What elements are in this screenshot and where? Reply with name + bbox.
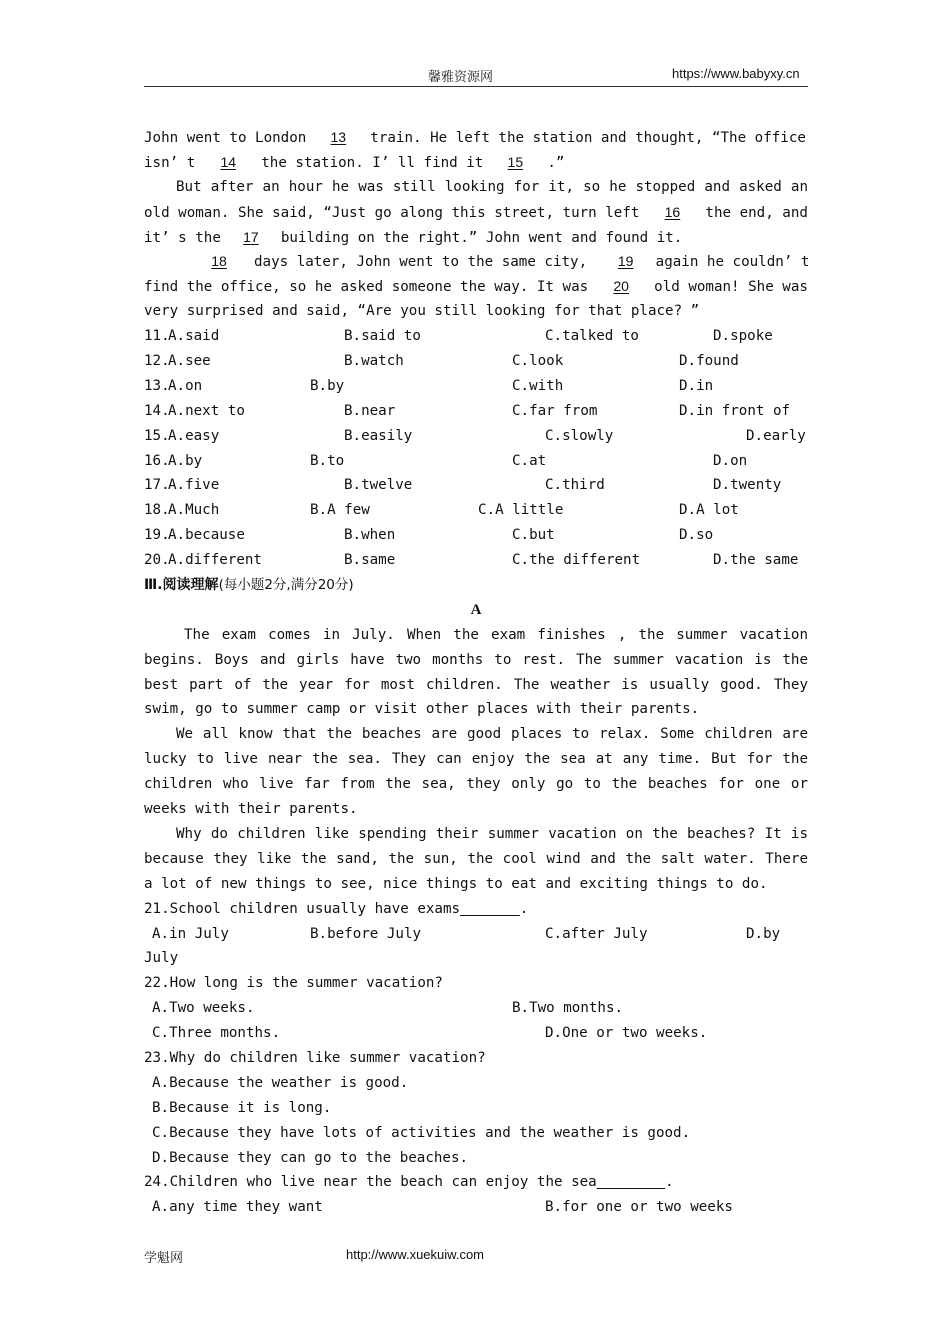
passage-line [144,225,808,250]
option-a: A.Much [168,502,220,519]
reading-line: Why do children like spending their summer vacation on the beaches? It is [176,825,808,842]
option-b: B.same [344,552,396,569]
section-heading [144,573,808,598]
passage-text: it’ s the [144,229,221,246]
reading-line: lucky to live near the sea. They can enjoy the sea at any time. But for the [144,751,808,768]
blank-18: 18 [211,253,227,270]
option-b: B.to [310,452,345,469]
question-number: 12. [144,353,170,370]
question-text: 24.Children who live near the beach can enjoy the sea [144,1174,597,1191]
question-number: 20. [144,552,170,569]
question-number: 15. [144,427,170,444]
passage-text: John went to London [144,130,307,146]
blank-15: 15 [507,153,524,170]
option-c: C.at [512,452,547,469]
option-row-13 [144,374,808,399]
question-22-options [144,996,808,1021]
passage-text: .” [547,154,565,171]
passage-text: old woman. She said, “Just go along this street, turn left [144,204,640,221]
option-c: C.after July [545,925,648,942]
section-note: (每小题2分,满分20分) [218,577,354,594]
passage-line [144,125,808,150]
option-d: D.early [746,427,806,444]
option-d: D.in front of [679,402,791,419]
blank-17: 17 [243,228,259,245]
option-a: A.see [168,353,211,370]
option-c: C.slowly [545,427,614,444]
passage-line [144,200,808,225]
blank-13: 13 [330,129,347,145]
option-d: D.by [746,925,781,942]
reading-line: begins. Boys and girls have two months to rest. The summer vacation is the [144,651,808,668]
option-b: B.Because it is long. [152,1099,332,1116]
question-number: 17. [144,477,170,494]
option-a: A.in July [152,925,229,942]
reading-line: We all know that the beaches are good places to relax. Some children are [176,726,808,743]
passage-text: train. He left the station and thought, “The office [370,130,806,146]
reading-line: children who live far from the sea, they only go to the beaches for one or [144,776,808,793]
option-row-11 [144,324,808,349]
option-d: D.twenty [713,477,782,494]
reading-line: best part of the year for most children. The weather is usually good. They [144,676,808,693]
answer-blank [597,1174,665,1190]
blank-20: 20 [613,278,629,295]
footer-url[interactable]: http://www.xuekuiw.com [346,1247,484,1262]
header-site-name: 馨雅资源网 [428,70,494,85]
option-a: A.next to [168,402,245,419]
question-24-options [144,1195,808,1220]
option-c: C.A little [478,502,564,519]
question-text: . [519,900,529,917]
option-b: B.when [344,527,396,544]
passage-text: isn’ t [144,154,196,171]
passage-line: But after an hour he was still looking for it, so he stopped and asked an [176,178,808,195]
option-b: B.A few [310,502,370,519]
reading-line: weeks with their parents. [144,801,358,818]
option-b: B.twelve [344,477,413,494]
passage-line [144,274,808,299]
question-number: 11. [144,328,170,345]
option-c: C.Three months. [152,1025,281,1042]
option-a: A.easy [168,427,220,444]
option-a: A.by [168,452,203,469]
option-d: D.spoke [713,328,773,345]
option-c: C.far from [512,402,598,419]
passage-text: find the office, so he asked someone the way. It was [144,279,589,296]
option-b: B.watch [344,353,404,370]
option-d: D.One or two weeks. [545,1025,708,1042]
passage-line [144,150,808,175]
option-row-17 [144,473,808,498]
option-b: B.by [310,377,345,394]
passage-line [144,249,808,274]
question-text: 21.School children usually have exams [144,900,461,917]
footer-site-name: 学魁网 [144,1251,184,1266]
header-divider [144,86,808,87]
option-b: B.Two months. [512,1000,624,1017]
passage-text: the station. I’ ll find it [261,154,484,171]
option-b: B.near [344,402,396,419]
option-c: C.the different [512,552,641,569]
question-text: . [665,1174,674,1191]
option-d: D.A lot [679,502,739,519]
document-body [144,125,808,1220]
passage-label: A [470,601,482,618]
option-row-19 [144,523,808,548]
option-d: D.so [679,527,714,544]
passage-text: again he couldn’ t [655,254,810,271]
option-row-12 [144,349,808,374]
question-number: 16. [144,452,170,469]
reading-line: a lot of new things to see, nice things to eat and exciting things to do. [144,875,768,892]
question-21-options [144,922,808,947]
question-23-stem: 23.Why do children like summer vacation? [144,1049,486,1066]
option-row-14 [144,399,808,424]
option-a: A.any time they want [152,1199,323,1216]
option-a: A.said [168,328,220,345]
option-c: C.with [512,377,564,394]
passage-text: building on the right.” John went and found it. [280,229,683,246]
option-row-18 [144,498,808,523]
option-d: D.found [679,353,739,370]
question-21-option-wrap: July [144,950,179,967]
blank-14: 14 [220,153,237,170]
passage-text: old woman! She was [654,279,808,296]
passage-line: very surprised and said, “Are you still looking for that place? ” [144,303,700,320]
question-number: 14. [144,402,170,419]
option-a: A.five [168,477,220,494]
option-b: B.said to [344,328,421,345]
option-c: C.look [512,353,564,370]
option-d: D.on [713,452,748,469]
reading-line: The exam comes in July. When the exam finishes , the summer vacation [184,626,808,643]
question-22-options [144,1021,808,1046]
reading-line: because they like the sand, the sun, the cool wind and the salt water. There [144,850,808,867]
question-22-stem: 22.How long is the summer vacation? [144,975,443,992]
option-b: B.easily [344,427,413,444]
question-24-stem [144,1170,808,1195]
option-a: A.Because the weather is good. [152,1074,409,1091]
option-row-15 [144,424,808,449]
option-b: B.for one or two weeks [545,1199,733,1216]
reading-line: swim, go to summer camp or visit other places with their parents. [144,701,700,718]
header-url[interactable]: https://www.babyxy.cn [672,66,800,81]
question-number: 19. [144,527,170,544]
question-number: 13. [144,377,170,394]
passage-text: the end, and [705,204,808,221]
option-c: C.third [545,477,605,494]
option-a: A.on [168,377,203,394]
option-b: B.before July [310,925,422,942]
option-c: C.talked to [545,328,639,345]
option-a: A.Two weeks. [152,1000,255,1017]
option-c: C.Because they have lots of activities and the weather is good. [152,1124,691,1141]
blank-19: 19 [617,253,634,270]
blank-16: 16 [664,203,681,220]
option-a: A.different [168,552,262,569]
option-c: C.but [512,527,555,544]
passage-text: days later, John went to the same city, [254,254,588,271]
answer-blank [460,901,520,917]
option-d: D.in [679,377,714,394]
option-d: D.Because they can go to the beaches. [152,1149,469,1166]
question-21-stem [144,897,808,922]
option-a: A.because [168,527,245,544]
question-number: 18. [144,502,170,519]
option-d: D.the same [713,552,799,569]
option-row-16 [144,449,808,474]
section-title: Ⅲ.阅读理解 [144,577,219,594]
option-row-20 [144,548,808,573]
